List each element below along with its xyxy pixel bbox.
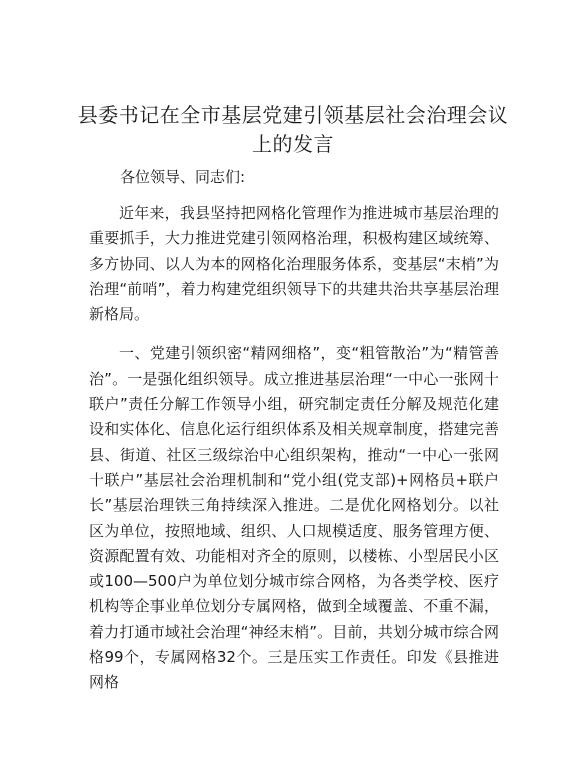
document-title: 县委书记在全市基层党建引领基层社会治理会议上的发言 (77, 103, 509, 156)
paragraph-intro: 近年来，我县坚持把网格化管理作为推进城市基层治理的重要抓手，大力推进党建引领网格治理，积极构建区域统筹、多方协同、以人为本的网格化治理服务体系，变基层“末梢”为治理“前哨”，着力构建党组织领导下的共建共治共享基层治理新格局。 (89, 204, 499, 324)
document-body (89, 201, 499, 696)
paragraph-section-one: 一、党建引领织密“精网细格”，变“粗管散治”为“精管善治”。一是强化组织领导。成立推进基层治理“一中心一张网十联户”责任分解工作领导小组，研究制定责任分解及规范化建设和实体化、信息化运行组织体系及相关规章制度，搭建完善县、街道、社区三级综治中心组织架构，推动“一中心一张网十联户”基层社会治理机制和“党小组(党支部)+网格员+联户长”基层治理铁三角持续深入推进。二是优化网格划分。以社区为单位，按照地域、组织、人口规模适度、服务管理方便、资源配置有效、功能相对齐全的原则，以楼栋、小型居民小区或100—500户为单位划分城市综合网格，为各类学校、医疗机构等企事业单位划分专属网格，做到全域覆盖、不重不漏，着力打通市域社会治理“神经末梢”。目前，共划分城市综合网格99个，专属网格32个。三是压实工作责任。印发《县推进网格 (89, 344, 499, 692)
salutation: 各位领导、同志们: (120, 168, 246, 186)
